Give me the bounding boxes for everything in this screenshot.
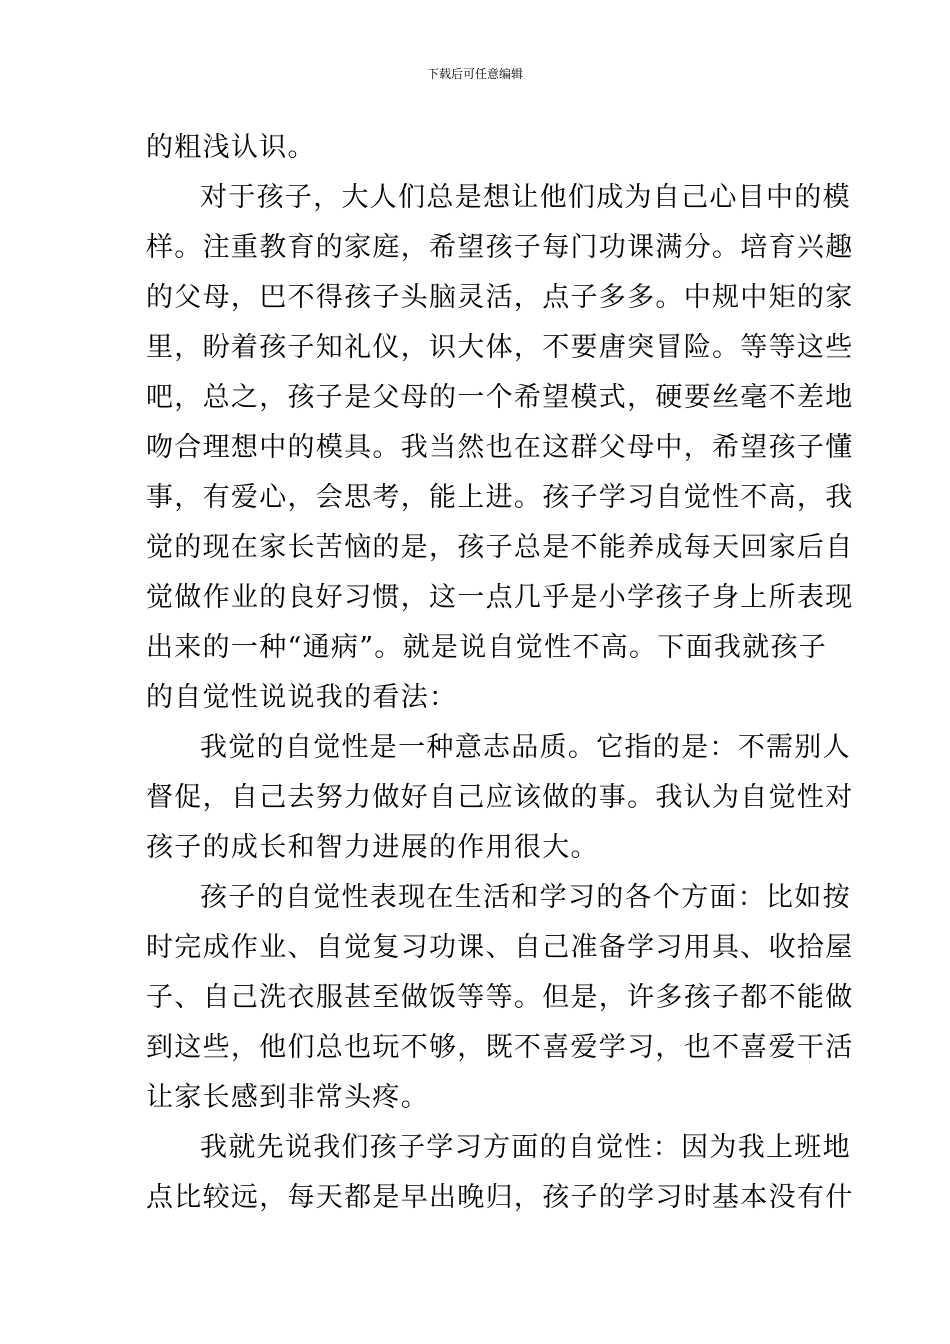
page-header: 下载后可任意编辑: [426, 67, 523, 81]
text-line: 子、自己洗衣服甚至做饭等等。但是，许多孩子都不能做: [146, 982, 854, 1013]
text-line: 督促，自己去努力做好自己应该做的事。我认为自觉性对: [146, 782, 854, 813]
text-line: 觉做作业的良好习惯，这一点几乎是小学孩子身上所表现: [146, 582, 854, 613]
text-line: 到这些，他们总也玩不够，既不喜爱学习，也不喜爱干活: [146, 1032, 854, 1063]
paragraph-start-line: 孩子的自觉性表现在生活和学习的各个方面：比如按: [200, 882, 851, 913]
text-line: 样。注重教育的家庭，希望孩子每门功课满分。培育兴趣: [146, 232, 854, 263]
paragraph-start-line: 对于孩子，大人们总是想让他们成为自己心目中的模: [200, 182, 851, 213]
paragraph-start-line: 我觉的自觉性是一种意志品质。它指的是：不需别人: [200, 732, 851, 763]
text-line: 吻合理想中的模具。我当然也在这群父母中，希望孩子懂: [146, 432, 854, 463]
text-line: 的粗浅认识。: [146, 132, 316, 163]
text-line: 孩子的成长和智力进展的作用很大。: [146, 832, 599, 863]
text-line: 的自觉性说说我的看法：: [146, 682, 458, 713]
text-line: 点比较远，每天都是早出晚归，孩子的学习时基本没有什: [146, 1182, 854, 1213]
text-line: 里，盼着孩子知礼仪，识大体，不要唐突冒险。等等这些: [146, 332, 854, 363]
text-line: 出来的一种“通病”。就是说自觉性不高。下面我就孩子: [146, 632, 828, 663]
text-line: 吧，总之，孩子是父母的一个希望模式，硬要丝毫不差地: [146, 382, 854, 413]
paragraph-start-line: 我就先说我们孩子学习方面的自觉性：因为我上班地: [200, 1132, 851, 1163]
text-line: 时完成作业、自觉复习功课、自己准备学习用具、收拾屋: [146, 932, 854, 963]
text-line: 事，有爱心，会思考，能上进。孩子学习自觉性不高，我: [146, 482, 854, 513]
text-line: 让家长感到非常头疼。: [146, 1082, 429, 1113]
text-line: 的父母，巴不得孩子头脑灵活，点子多多。中规中矩的家: [146, 282, 854, 313]
text-line: 觉的现在家长苦恼的是，孩子总是不能养成每天回家后自: [146, 532, 854, 563]
body-text: [146, 123, 854, 1223]
